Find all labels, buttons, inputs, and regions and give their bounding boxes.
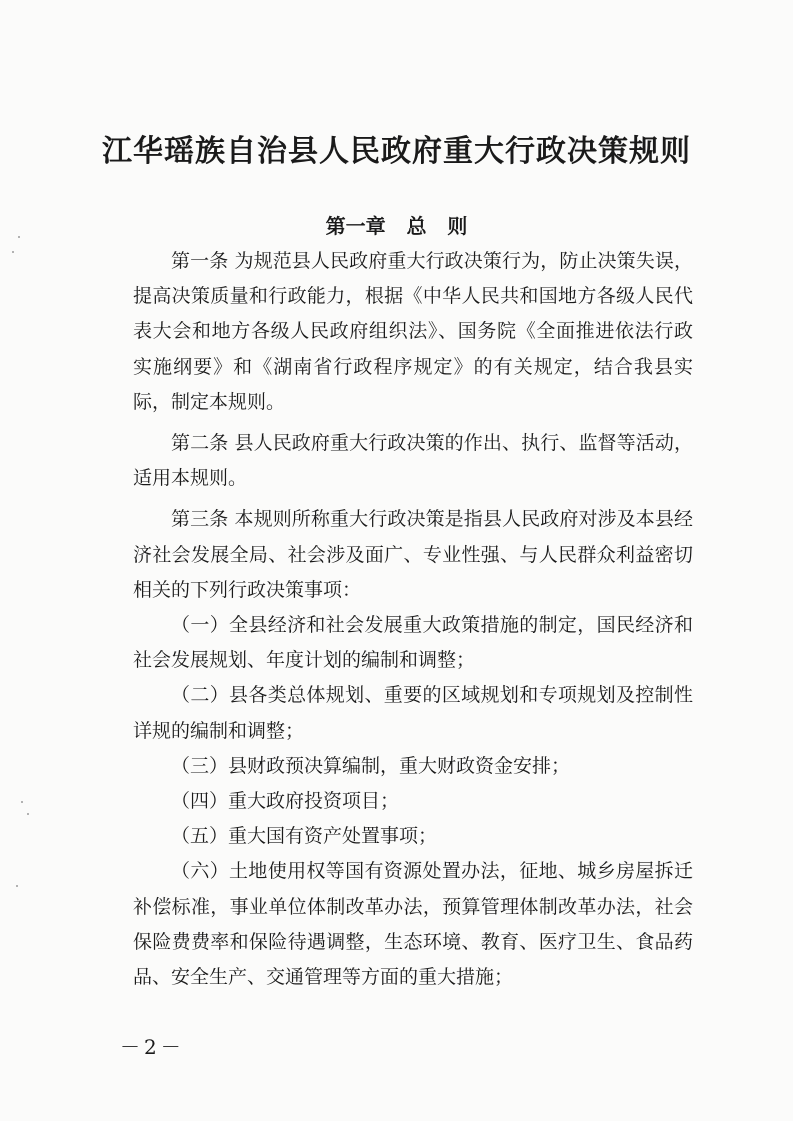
article-3-item-5: （五）重大国有资产处置事项；: [171, 825, 438, 848]
article-3: 第三条 本规则所称重大行政决策是指县人民政府对涉及本县经济社会发展全局、社会涉及面广、专业性强、与人民群众利益密切相关的下列行政决策事项：: [133, 508, 693, 601]
page-number: －2－: [120, 1035, 185, 1059]
article-3-item-1: （一）全县经济和社会发展重大政策措施的制定，国民经济和社会发展规划、年度计划的编制和调整；: [133, 614, 693, 672]
article-3-item-4: （四）重大政府投资项目；: [171, 790, 400, 813]
article-3-item-2: （二）县各类总体规划、重要的区域规划和专项规划及控制性详规的编制和调整；: [133, 684, 693, 742]
article-3-item-6: （六）土地使用权等国有资源处置办法，征地、城乡房屋拆迁补偿标准，事业单位体制改革办法，预算管理体制改革办法，社会保险费费率和保险待遇调整，生态环境、教育、医疗卫生、食品药品、安全生产、交通管理等方面的重大措施；: [133, 860, 693, 989]
document-body: [133, 244, 693, 995]
scan-speck: [21, 801, 23, 803]
document-title: 江华瑶族自治县人民政府重大行政决策规则: [102, 134, 691, 169]
scan-speck: [16, 885, 18, 887]
article-3-item-3: （三）县财政预决算编制，重大财政资金安排；: [171, 754, 571, 777]
scan-speck: [12, 251, 14, 253]
article-1: 第一条 为规范县人民政府重大行政决策行为，防止决策失误，提高决策质量和行政能力，根据《中华人民共和国地方各级人民代表大会和地方各级人民政府组织法》、国务院《全面推进依法行政实施纲要》和《湖南省行政程序规定》的有关规定，结合我县实际，制定本规则。: [133, 250, 693, 413]
scan-speck: [27, 813, 29, 815]
article-2: 第二条 县人民政府重大行政决策的作出、执行、监督等活动，适用本规则。: [133, 432, 693, 490]
chapter-heading: 第一章 总 则: [325, 214, 468, 238]
